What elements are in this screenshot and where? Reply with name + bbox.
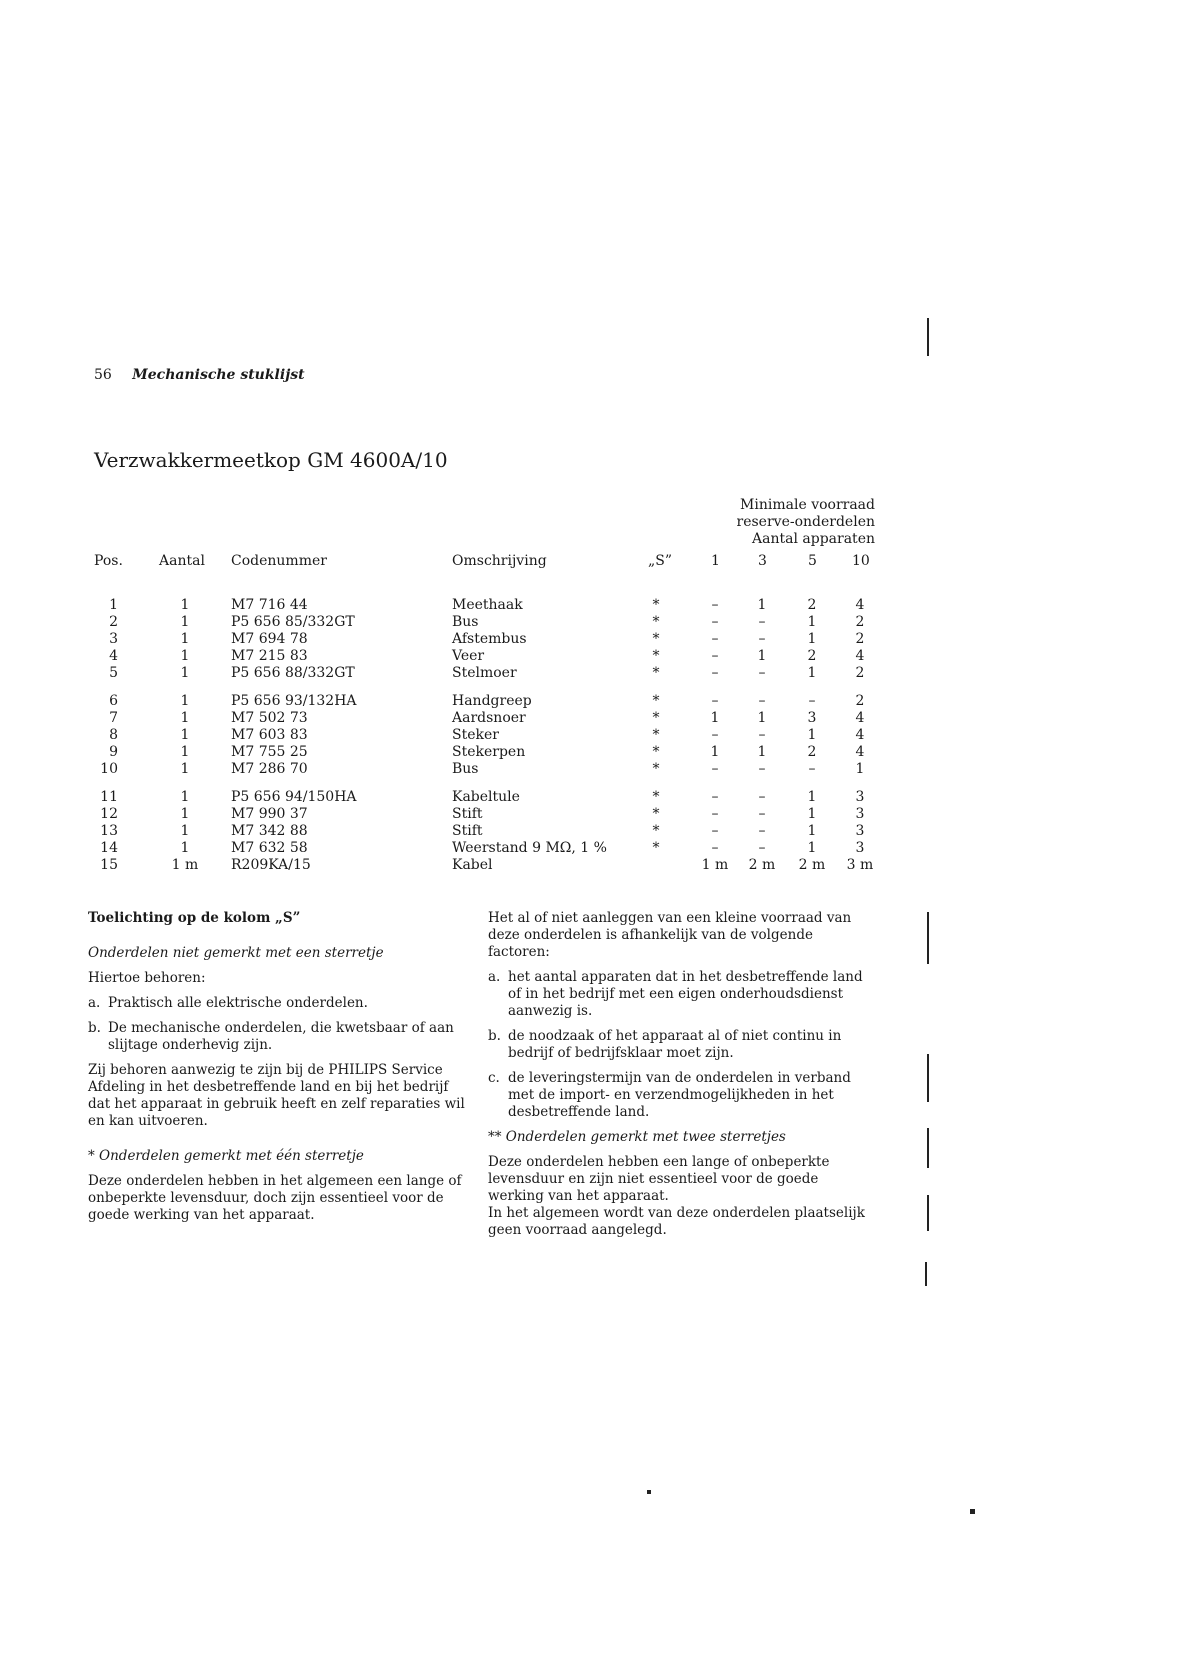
cell-pos: 5 xyxy=(109,665,118,681)
cell-qty-10: 4 xyxy=(855,648,865,664)
cell-code: M7 755 25 xyxy=(231,744,308,760)
table-row xyxy=(0,710,1181,727)
cell-qty-5: 2 m xyxy=(798,857,826,873)
cell-desc: Veer xyxy=(452,648,485,664)
spacer xyxy=(88,1012,466,1020)
two-star-paragraph: Deze onderdelen hebben een lange of onbeperkte levensduur en zijn niet essentieel voor de goede werking van het apparaat. xyxy=(488,1154,830,1204)
cell-s: * xyxy=(652,823,660,839)
cell-s: * xyxy=(652,761,660,777)
notes-right-column xyxy=(488,910,866,1239)
list-label: a. xyxy=(88,995,101,1011)
spacer xyxy=(88,927,466,945)
reserve-heading-line: reserve-onderdelen xyxy=(736,514,875,530)
cell-pos: 3 xyxy=(109,631,118,647)
table-row xyxy=(0,823,1181,840)
cell-qty-10: 4 xyxy=(855,710,865,726)
cell-qty-10: 3 xyxy=(855,806,865,822)
cell-s: * xyxy=(652,631,660,647)
spacer xyxy=(488,1146,866,1154)
cell-code: P5 656 93/132HA xyxy=(231,693,357,709)
cell-qty-1: – xyxy=(711,727,719,743)
cell-qty-3: 1 xyxy=(757,744,767,760)
cell-qty-10: 4 xyxy=(855,597,865,613)
cell-desc: Kabeltule xyxy=(452,789,520,805)
scan-mark xyxy=(927,318,929,356)
notes-heading: Toelichting op de kolom „S” xyxy=(88,910,301,926)
cell-qty-1: – xyxy=(711,806,719,822)
cell-aantal: 1 xyxy=(180,614,190,630)
list-text: Praktisch alle elektrische onderdelen. xyxy=(108,995,368,1011)
cell-qty-5: 2 xyxy=(807,597,817,613)
list-label: a. xyxy=(488,969,501,985)
cell-desc: Stelmoer xyxy=(452,665,517,681)
cell-qty-5: 1 xyxy=(807,840,817,856)
reserve-heading-line: Aantal apparaten xyxy=(752,531,875,547)
list-label: b. xyxy=(88,1020,101,1036)
cell-qty-10: 2 xyxy=(855,665,865,681)
table-row xyxy=(0,648,1181,665)
cell-s: * xyxy=(652,744,660,760)
cell-pos: 2 xyxy=(109,614,118,630)
cell-aantal: 1 xyxy=(180,631,190,647)
cell-code: M7 716 44 xyxy=(231,597,308,613)
column-header-10: 10 xyxy=(852,553,870,569)
cell-pos: 9 xyxy=(109,744,118,760)
cell-qty-10: 2 xyxy=(855,693,865,709)
cell-desc: Stift xyxy=(452,806,483,822)
list-label: c. xyxy=(488,1070,500,1086)
scan-mark xyxy=(970,1509,975,1514)
cell-qty-3: – xyxy=(758,631,766,647)
cell-qty-1: 1 xyxy=(710,744,720,760)
cell-qty-5: 1 xyxy=(807,665,817,681)
table-row xyxy=(0,597,1181,614)
cell-qty-5: – xyxy=(808,693,816,709)
no-stock-paragraph: In het algemeen wordt van deze onderdelen plaatselijk geen voorraad aangelegd. xyxy=(488,1205,865,1238)
spacer xyxy=(88,1054,466,1062)
scan-mark xyxy=(647,1490,651,1494)
cell-qty-1: – xyxy=(711,665,719,681)
cell-qty-1: – xyxy=(711,614,719,630)
column-header-pos: Pos. xyxy=(94,553,123,569)
list-item xyxy=(88,995,466,1012)
cell-qty-1: – xyxy=(711,840,719,856)
cell-desc: Steker xyxy=(452,727,499,743)
cell-qty-3: – xyxy=(758,614,766,630)
table-row xyxy=(0,727,1181,744)
cell-qty-5: 3 xyxy=(807,710,817,726)
scan-mark xyxy=(925,1262,927,1286)
reserve-heading-line: Minimale voorraad xyxy=(740,497,875,513)
cell-code: M7 990 37 xyxy=(231,806,308,822)
cell-qty-1: – xyxy=(711,789,719,805)
cell-code: M7 215 83 xyxy=(231,648,308,664)
scan-mark xyxy=(927,1128,929,1168)
factors-intro: Het al of niet aanleggen van een kleine voorraad van deze onderdelen is afhankelijk van de volgende factoren: xyxy=(488,910,852,960)
cell-qty-10: 4 xyxy=(855,727,865,743)
column-header-5: 5 xyxy=(808,553,817,569)
table-row xyxy=(0,665,1181,682)
spacer xyxy=(488,1020,866,1028)
list-text: het aantal apparaten dat in het desbetreffende land of in het bedrijf met een eigen onderhoudsdienst aanwezig is. xyxy=(508,969,863,1019)
cell-s: * xyxy=(652,597,660,613)
cell-qty-5: 1 xyxy=(807,789,817,805)
cell-aantal: 1 m xyxy=(171,857,199,873)
cell-desc: Stift xyxy=(452,823,483,839)
cell-code: R209KA/15 xyxy=(231,857,311,873)
cell-aantal: 1 xyxy=(180,665,190,681)
cell-aantal: 1 xyxy=(180,727,190,743)
list-label: b. xyxy=(488,1028,501,1044)
cell-qty-3: – xyxy=(758,806,766,822)
subheading-unmarked: Onderdelen niet gemerkt met een sterretje xyxy=(88,945,384,961)
cell-desc: Meethaak xyxy=(452,597,523,613)
cell-qty-5: 2 xyxy=(807,648,817,664)
cell-qty-5: 1 xyxy=(807,806,817,822)
cell-code: M7 286 70 xyxy=(231,761,308,777)
cell-qty-1: – xyxy=(711,823,719,839)
list-item xyxy=(488,969,866,1020)
spacer xyxy=(488,1062,866,1070)
cell-qty-3: 2 m xyxy=(748,857,776,873)
cell-qty-3: 1 xyxy=(757,648,767,664)
cell-qty-10: 2 xyxy=(855,631,865,647)
cell-aantal: 1 xyxy=(180,597,190,613)
service-paragraph: Zij behoren aanwezig te zijn bij de PHILIPS Service Afdeling in het desbetreffende land en bij het bedrijf dat het apparaat in gebruik heeft en zelf reparaties wil en kan uitvoeren. xyxy=(88,1062,465,1129)
cell-code: M7 694 78 xyxy=(231,631,308,647)
list-item xyxy=(88,1020,466,1054)
cell-aantal: 1 xyxy=(180,761,190,777)
cell-qty-3: – xyxy=(758,840,766,856)
cell-s: * xyxy=(652,648,660,664)
parts-group xyxy=(0,597,1181,682)
parts-group xyxy=(0,693,1181,778)
cell-desc: Handgreep xyxy=(452,693,532,709)
cell-pos: 1 xyxy=(109,597,118,613)
cell-qty-10: 1 xyxy=(855,761,865,777)
cell-qty-1: – xyxy=(711,597,719,613)
parts-group xyxy=(0,789,1181,874)
cell-qty-10: 3 xyxy=(855,840,865,856)
cell-pos: 12 xyxy=(100,806,118,822)
cell-pos: 10 xyxy=(100,761,118,777)
cell-aantal: 1 xyxy=(180,648,190,664)
one-star-paragraph: Deze onderdelen hebben in het algemeen een lange of onbeperkte levensduur, doch zijn essentieel voor de goede werking van het apparaat. xyxy=(88,1173,462,1223)
cell-code: M7 632 58 xyxy=(231,840,308,856)
subheading-one-star: * Onderdelen gemerkt met één sterretje xyxy=(88,1148,364,1164)
column-header-aantal: Aantal xyxy=(159,553,205,569)
table-row xyxy=(0,789,1181,806)
spacer xyxy=(88,1130,466,1148)
cell-qty-5: 2 xyxy=(807,744,817,760)
list-text: de leveringstermijn van de onderdelen in verband met de import- en verzendmogelijkheden in het desbetreffende land. xyxy=(508,1070,851,1120)
cell-s: * xyxy=(652,693,660,709)
table-row xyxy=(0,744,1181,761)
running-head xyxy=(94,367,305,383)
cell-pos: 7 xyxy=(109,710,118,726)
spacer xyxy=(488,961,866,969)
cell-desc: Kabel xyxy=(452,857,493,873)
cell-qty-10: 3 xyxy=(855,789,865,805)
table-row xyxy=(0,693,1181,710)
cell-qty-3: – xyxy=(758,727,766,743)
cell-qty-1: 1 xyxy=(710,710,720,726)
cell-desc: Aardsnoer xyxy=(452,710,526,726)
scan-mark xyxy=(927,1195,929,1231)
cell-desc: Stekerpen xyxy=(452,744,526,760)
column-header-s: „S” xyxy=(648,553,673,569)
table-row xyxy=(0,631,1181,648)
cell-qty-10: 2 xyxy=(855,614,865,630)
cell-code: M7 342 88 xyxy=(231,823,308,839)
cell-s: * xyxy=(652,665,660,681)
cell-qty-5: – xyxy=(808,761,816,777)
cell-aantal: 1 xyxy=(180,806,190,822)
cell-s: * xyxy=(652,727,660,743)
spacer xyxy=(88,987,466,995)
cell-qty-3: – xyxy=(758,789,766,805)
cell-s: * xyxy=(652,806,660,822)
cell-aantal: 1 xyxy=(180,823,190,839)
cell-qty-3: – xyxy=(758,761,766,777)
intro-text: Hiertoe behoren: xyxy=(88,970,206,986)
page-title: Verzwakkermeetkop GM 4600A/10 xyxy=(94,448,448,472)
column-header-1: 1 xyxy=(711,553,720,569)
cell-qty-1: – xyxy=(711,693,719,709)
cell-qty-10: 4 xyxy=(855,744,865,760)
cell-desc: Weerstand 9 MΩ, 1 % xyxy=(452,840,607,856)
cell-qty-5: 1 xyxy=(807,614,817,630)
cell-qty-1: 1 m xyxy=(701,857,729,873)
list-item xyxy=(488,1028,866,1062)
cell-qty-5: 1 xyxy=(807,631,817,647)
cell-qty-10: 3 m xyxy=(846,857,874,873)
cell-qty-3: 1 xyxy=(757,597,767,613)
cell-code: P5 656 88/332GT xyxy=(231,665,355,681)
table-row xyxy=(0,857,1181,874)
cell-aantal: 1 xyxy=(180,789,190,805)
cell-pos: 15 xyxy=(100,857,118,873)
cell-qty-3: 1 xyxy=(757,710,767,726)
subheading-two-star: ** Onderdelen gemerkt met twee sterretjes xyxy=(488,1129,786,1145)
list-text: de noodzaak of het apparaat al of niet continu in bedrijf of bedrijfsklaar moet zijn. xyxy=(508,1028,842,1061)
cell-desc: Afstembus xyxy=(452,631,527,647)
table-row xyxy=(0,806,1181,823)
spacer xyxy=(88,1165,466,1173)
cell-aantal: 1 xyxy=(180,693,190,709)
scan-mark xyxy=(927,1054,929,1102)
spacer xyxy=(488,1121,866,1129)
column-header-3: 3 xyxy=(758,553,767,569)
cell-qty-3: – xyxy=(758,665,766,681)
column-header-desc: Omschrijving xyxy=(452,553,547,569)
reserve-heading xyxy=(715,497,875,548)
cell-aantal: 1 xyxy=(180,710,190,726)
table-row xyxy=(0,614,1181,631)
cell-code: M7 603 83 xyxy=(231,727,308,743)
cell-s: * xyxy=(652,840,660,856)
cell-qty-3: – xyxy=(758,823,766,839)
cell-aantal: 1 xyxy=(180,840,190,856)
cell-s: * xyxy=(652,789,660,805)
cell-pos: 14 xyxy=(100,840,118,856)
cell-desc: Bus xyxy=(452,761,479,777)
cell-pos: 13 xyxy=(100,823,118,839)
list-text: De mechanische onderdelen, die kwetsbaar of aan slijtage onderhevig zijn. xyxy=(108,1020,454,1053)
cell-qty-1: – xyxy=(711,648,719,664)
cell-code: P5 656 85/332GT xyxy=(231,614,355,630)
cell-qty-5: 1 xyxy=(807,823,817,839)
cell-pos: 4 xyxy=(109,648,118,664)
column-header-code: Codenummer xyxy=(231,553,327,569)
cell-pos: 6 xyxy=(109,693,118,709)
spacer xyxy=(88,962,466,970)
table-row xyxy=(0,761,1181,778)
cell-s: * xyxy=(652,614,660,630)
cell-qty-3: – xyxy=(758,693,766,709)
table-row xyxy=(0,840,1181,857)
cell-qty-1: – xyxy=(711,761,719,777)
section-title: Mechanische stuklijst xyxy=(132,367,305,383)
cell-pos: 11 xyxy=(100,789,118,805)
scan-mark xyxy=(927,912,929,964)
cell-qty-1: – xyxy=(711,631,719,647)
cell-pos: 8 xyxy=(109,727,118,743)
cell-desc: Bus xyxy=(452,614,479,630)
cell-s: * xyxy=(652,710,660,726)
notes-left-column xyxy=(88,910,466,1224)
list-item xyxy=(488,1070,866,1121)
cell-code: M7 502 73 xyxy=(231,710,308,726)
cell-qty-10: 3 xyxy=(855,823,865,839)
page-number: 56 xyxy=(94,367,112,383)
cell-aantal: 1 xyxy=(180,744,190,760)
cell-qty-5: 1 xyxy=(807,727,817,743)
cell-code: P5 656 94/150HA xyxy=(231,789,357,805)
